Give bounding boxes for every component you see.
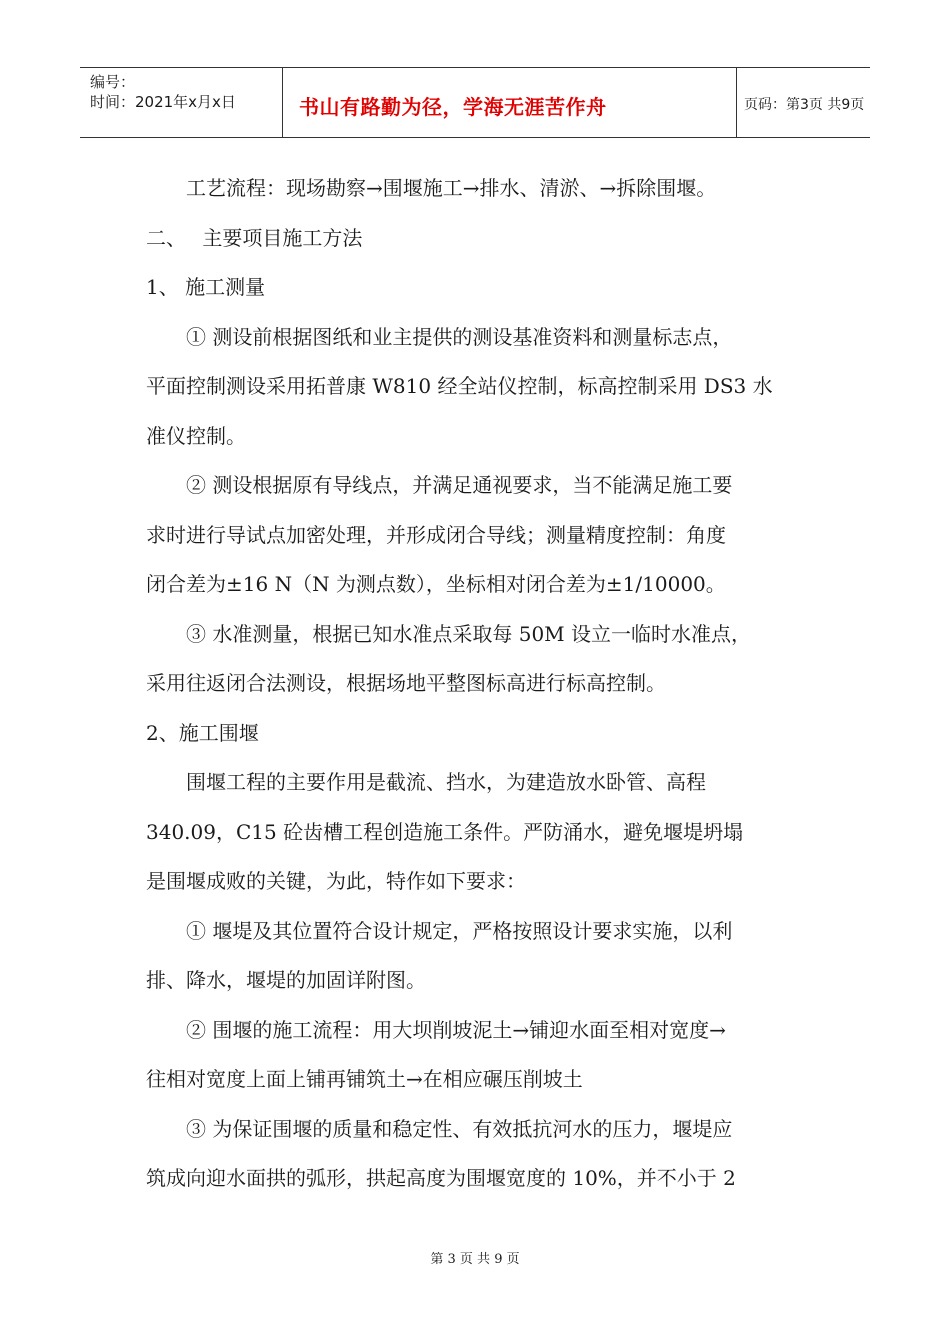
page-header: [80, 67, 870, 138]
header-info-cell: [80, 68, 282, 137]
body-line: 闭合差为±16 N（N 为测点数），坐标相对闭合差为±1/10000。: [146, 572, 726, 596]
body-line: ① 测设前根据图纸和业主提供的测设基准资料和测量标志点，: [146, 324, 733, 349]
header-motto-cell: [282, 68, 737, 137]
body-line: 筑成向迎水面拱的弧形，拱起高度为围堰宽度的 10%，并不小于 2: [146, 1166, 736, 1190]
body-line: ③ 为保证围堰的质量和稳定性、有效抵抗河水的压力，堰堤应: [146, 1116, 733, 1141]
body-line: 采用往返闭合法测设，根据场地平整图标高进行标高控制。: [146, 671, 666, 695]
body-line: 围堰工程的主要作用是截流、挡水，为建造放水卧管、高程: [146, 770, 706, 794]
body-line: ① 堰堤及其位置符合设计规定，严格按照设计要求实施，以利: [146, 918, 733, 943]
body-line: 平面控制测设采用拓普康 W810 经全站仪控制，标高控制采用 DS3 水: [146, 374, 773, 398]
document-time-label: 时间：2021年x月x日: [90, 93, 236, 111]
body-line: 1、 施工测量: [146, 275, 266, 299]
body-line: 排、降水，堰堤的加固详附图。: [146, 968, 426, 992]
header-page-number: 页码：第3页 共9页: [744, 97, 865, 113]
body-line: 往相对宽度上面上铺再铺筑土→在相应碾压削坡土: [146, 1067, 583, 1091]
page-footer: 第 3 页 共 9 页: [430, 1252, 520, 1267]
body-line: 是围堰成败的关键，为此，特作如下要求：: [146, 869, 526, 893]
document-number-label: 编号：: [90, 73, 136, 91]
header-page-cell: [736, 68, 870, 137]
body-line: 2、施工围堰: [146, 720, 259, 745]
document-body: [146, 164, 806, 1204]
body-line: 准仪控制。: [146, 423, 246, 448]
body-line: ③ 水准测量，根据已知水准点采取每 50M 设立一临时水准点，: [146, 621, 751, 646]
body-line: 340.09，C15 砼齿槽工程创造施工条件。严防涌水，避免堰堤坍塌: [146, 819, 744, 844]
body-line: 工艺流程：现场勘察→围堰施工→排水、清淤、→拆除围堰。: [146, 176, 717, 200]
body-line: ② 围堰的施工流程：用大坝削坡泥土→铺迎水面至相对宽度→: [146, 1017, 726, 1042]
body-line: ② 测设根据原有导线点，并满足通视要求，当不能满足施工要: [146, 473, 733, 497]
body-line: 二、 主要项目施工方法: [146, 225, 363, 250]
body-line: 求时进行导试点加密处理，并形成闭合导线；测量精度控制：角度: [146, 522, 726, 547]
header-motto: 书山有路勤为径，学海无涯苦作舟: [299, 95, 607, 119]
